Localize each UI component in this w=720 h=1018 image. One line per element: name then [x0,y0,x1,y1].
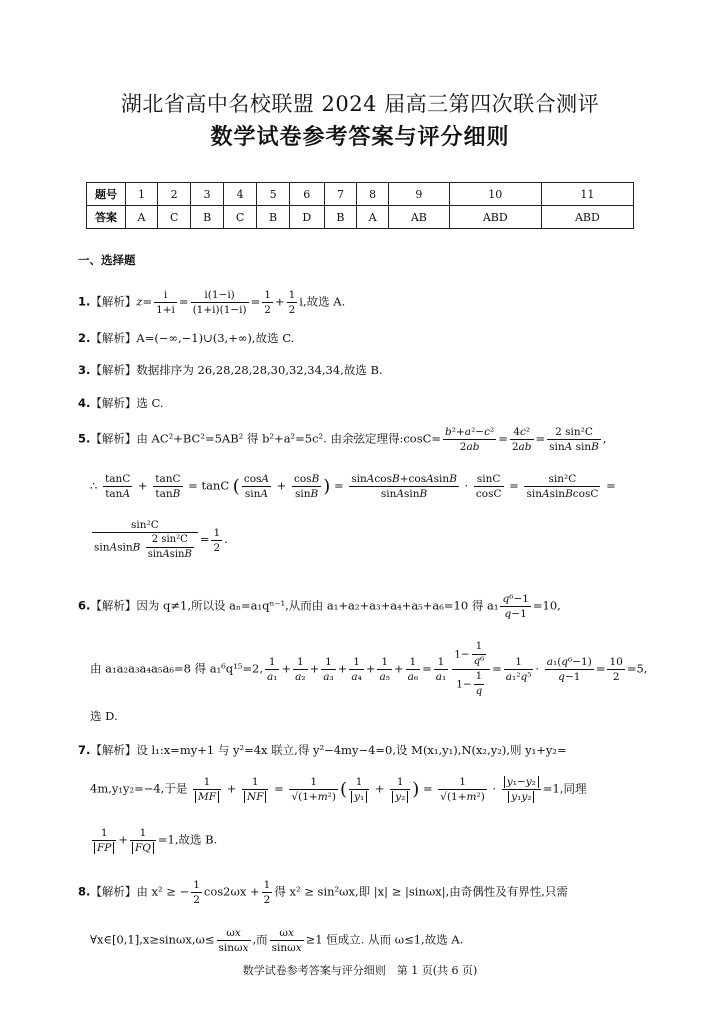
solution-text: A=(−∞,−1)∪(3,+∞),故选 C. [136,331,295,345]
page-footer: 数学试卷参考答案与评分细则 第 1 页(共 6 页) [242,964,478,977]
question-number: 3. [78,363,91,377]
analysis-tag: 【解析】 [90,396,137,410]
question-number-cell: 11 [541,183,633,206]
question-number-cell: 2 [157,183,191,206]
table-row [87,183,634,206]
question-number: 5. [78,431,91,446]
solution-7-line-2: 4m,y₁y₂=−4,于是 $\frac{1}{MF}$ + $\frac{1}{NF}$ = $\frac{1}{\text{√(1+m²)}}$ ( $\frac{1}{\text{y₁}}$ + $\frac{1}{\text{y₂}}$ ) = $\frac{1}{\text{√(1+m²)}}$ · $\frac{\text{y₁−y₂}}{\text{y₁y₂}}$ =1,同理 [90,776,587,803]
question-number-cell: 6 [289,183,324,206]
question-number: 7. [78,743,91,757]
answer-cell: A [357,206,389,229]
solution-4 [78,395,164,411]
answer-cell: ABD [449,206,541,229]
solution-3 [78,362,383,378]
question-number-cell: 3 [191,183,223,206]
answer-cell: A [126,206,158,229]
solution-2 [78,330,294,346]
answer-cell: B [191,206,223,229]
solution-8: 8.【解析】由 x² ≥ − $\frac{1}{2}$ cos2ωx + $\frac{1}{2}$ 得 x² ≥ sin²ωx,即 |x| ≥ |sinωx|,由奇偶性及有界性,只需 [78,879,568,906]
answer-table [86,182,634,229]
document-title: 湖北省高中名校联盟 2024 届高三第四次联合测评 [120,92,600,116]
solution-text: =1,故选 B. [157,832,218,847]
question-number: 6. [78,598,91,613]
solution-text: 选 C. [136,396,164,410]
answer-cell: C [157,206,191,229]
table-header-cell: 题号 [87,183,126,206]
solution-1: 1.【解析】z= $\frac{i}{1+i}$ = $\frac{i(1-i)}{(1+i)(1-i)}$ = $\frac{1}{2}$ + $\frac{1}{2}$ i,故选 A. [78,289,346,316]
solution-text: 由 a₁a₂a₃a₄a₅a₆=8 得 a₁⁶q¹⁵=2, [90,661,263,676]
solution-text: 设 l₁:x=my+1 与 y²=4x 联立,得 y²−4my−4=0,设 M(x₁,y₁),N(x₂,y₂),则 y₁+y₂= [136,743,567,757]
question-number: 8. [78,884,91,899]
solution-text: 4m,y₁y₂=−4,于是 [90,781,188,796]
analysis-tag: 【解析】 [90,363,137,377]
question-number-cell: 5 [257,183,289,206]
solution-text: 选 D. [90,709,118,723]
analysis-tag: 【解析】 [90,743,137,757]
question-number: 4. [78,396,91,410]
solution-5-line-3: sin²C sinAsinB $\frac{\text{2 sin²C}}{\text{sinAsinB}}$ = $\frac{1}{2}$ . [94,519,228,560]
solution-7 [78,742,567,758]
question-number-cell: 8 [357,183,389,206]
solution-5: 5.【解析】由 AC²+BC²=5AB² 得 b²+a²=5c². 由余弦定理得:cosC= $\frac{\text{b²+a²−c²}}{2ab}$ = $\frac{\text{4c²}}{2ab}$ = $\frac{\text{2 sin²C}}{\text{sinA sinB}}$ , [78,426,607,453]
solution-text: 因为 q≠1,所以设 aₙ=a₁qⁿ⁻¹,从而由 a₁+a₂+a₃+a₄+a₅+a₆=10 得 a₁ [136,598,499,613]
analysis-tag: 【解析】 [90,598,137,613]
table-header-cell: 答案 [87,206,126,229]
section-heading: 一、选择题 [78,253,136,267]
answer-cell: ABD [541,206,633,229]
question-number: 2. [78,331,91,345]
solution-6-line-2: 由 a₁a₂a₃a₄a₅a₆=8 得 a₁⁶q¹⁵=2, $\frac{1}{\text{a₁}}$ + $\frac{1}{\text{a₂}}$ + $\frac{1}{\text{a₃}}$ + $\frac{1}{\text{a₄}}$ + $\frac{1}{\text{a₅}}$ + $\frac{1}{\text{a₆}}$ = $\frac{1}{\text{a₁}}$ 1− $\frac{1}{\text{q⁶}}$ 1− $\frac{1}{q}$ = $\frac{1}{\text{a₁²q⁵}}$ · $\frac{\text{a₁(q⁶−1)}}{q-1}$ = $\frac{10}{2}$ =5, [90,641,648,697]
question-number-cell: 4 [223,183,257,206]
question-number-cell: 10 [449,183,541,206]
analysis-tag: 【解析】 [90,331,137,345]
solution-5-line-2: ∴ $\frac{\tan C}{\tan A}$ + $\frac{\tan C}{\tan B}$ = tanC ( $\frac{\cos A}{\sin A}$ + $\frac{\cos B}{\sin B}$ ) = $\frac{\text{sinAcosB+cosAsinB}}{\text{sinAsinB}}$ · $\frac{\sin C}{\cos C}$ = $\frac{\text{sin²C}}{\text{sinAsinBcosC}}$ = [90,473,616,500]
table-row [87,206,634,229]
solution-text: 由 AC²+BC²=5AB² 得 b²+a²=5c². 由余弦定理得:cosC= [136,431,442,446]
answer-cell: B [324,206,356,229]
analysis-tag: 【解析】 [90,431,137,446]
question-number-cell: 1 [126,183,158,206]
solution-text: i,故选 A. [299,294,346,309]
answer-cell: B [257,206,289,229]
question-number: 1. [78,294,91,309]
solution-6: 6.【解析】因为 q≠1,所以设 aₙ=a₁qⁿ⁻¹,从而由 a₁+a₂+a₃+a₄+a₅+a₆=10 得 a₁ $\frac{\text{q⁶−1}}{q-1}$ =10, [78,593,561,620]
answer-cell: AB [389,206,450,229]
answer-cell: C [223,206,257,229]
solution-8-line-2: ∀x∈[0,1],x≥sinωx,ω≤ $\frac{\omega x}{\sin\omega x}$ ,而 $\frac{\omega x}{\sin\omega x}$ ≥1 恒成立. 从而 ω≤1,故选 A. [90,927,464,954]
question-number-cell: 9 [389,183,450,206]
document-subtitle: 数学试卷参考答案与评分细则 [210,125,510,150]
solution-text: 数据排序为 26,28,28,28,30,32,34,34,故选 B. [136,363,383,377]
answer-cell: D [289,206,324,229]
question-number-cell: 7 [324,183,356,206]
solution-6-line-3 [90,708,118,724]
analysis-tag: 【解析】 [90,884,137,899]
analysis-tag: 【解析】 [90,294,137,309]
solution-7-line-3: $\frac{1}{FP}$ + $\frac{1}{FQ}$ =1,故选 B. [90,826,217,855]
